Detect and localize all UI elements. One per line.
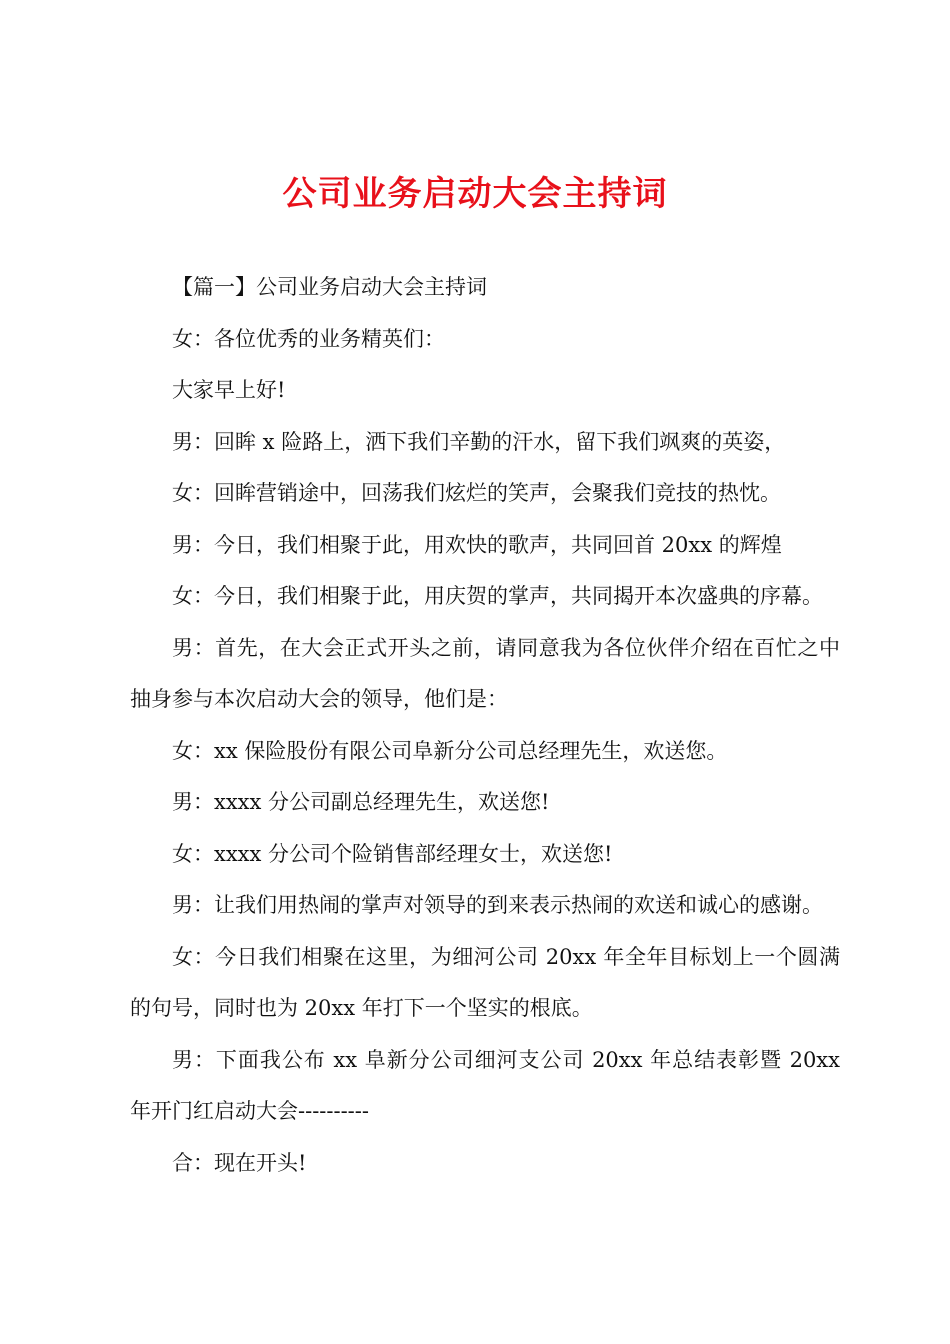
dialogue-line: 男：今日，我们相聚于此，用欢快的歌声，共同回首 20xx 的辉煌: [172, 532, 782, 557]
dialogue-line: 合：现在开头!: [172, 1150, 307, 1175]
dialogue-line: 女：各位优秀的业务精英们：: [172, 326, 445, 351]
section-heading: 【篇一】公司业务启动大会主持词: [172, 275, 487, 299]
document-body: [130, 262, 840, 1189]
dialogue-line: 男：xxxx 分公司副总经理先生，欢送您!: [172, 790, 550, 814]
dialogue-line: 女：xx 保险股份有限公司阜新分公司总经理先生，欢送您。: [172, 738, 728, 763]
dialogue-line: 女：xxxx 分公司个险销售部经理女士，欢送您!: [172, 841, 613, 866]
dialogue-line: 女：回眸营销途中，回荡我们炫烂的笑声，会聚我们竞技的热忱。: [172, 481, 781, 505]
dialogue-line: 女：今日我们相聚在这里，为细河公司 20xx 年全年目标划上一个圆满的句号，同时也为 20xx 年打下一个坚实的根底。: [130, 944, 840, 1020]
dialogue-line: 男：让我们用热闹的掌声对领导的到来表示热闹的欢送和诚心的感谢。: [172, 893, 823, 917]
dialogue-line: 男：首先，在大会正式开头之前，请同意我为各位伙伴介绍在百忙之中抽身参与本次启动大会的领导，他们是：: [130, 635, 840, 711]
dialogue-line: 女：今日，我们相聚于此，用庆贺的掌声，共同揭开本次盛典的序幕。: [172, 584, 823, 608]
document-title: 公司业务启动大会主持词: [282, 174, 668, 214]
dialogue-line: 男：下面我公布 xx 阜新分公司细河支公司 20xx 年总结表彰暨 20xx 年开门红启动大会----------: [130, 1047, 840, 1123]
dialogue-line: 男：回眸 x 险路上，洒下我们辛勤的汗水，留下我们飒爽的英姿，: [172, 429, 786, 454]
dialogue-line: 大家早上好!: [172, 378, 286, 402]
